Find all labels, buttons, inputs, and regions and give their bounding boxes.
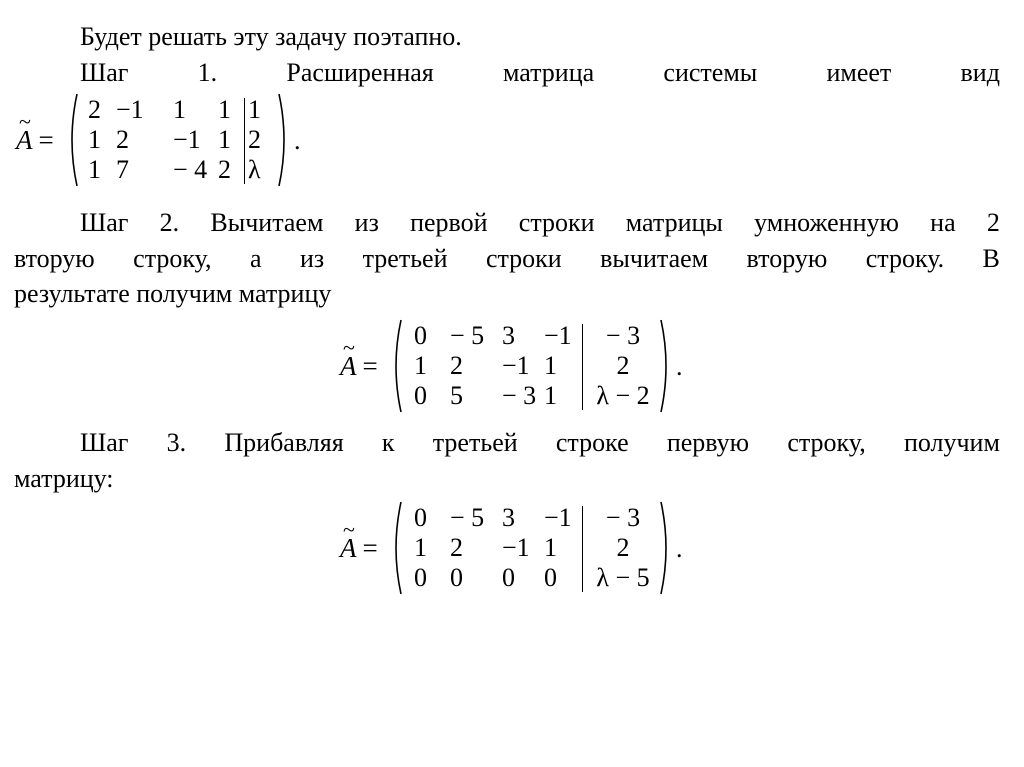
matrix-cell: 2 [616,533,630,562]
matrix-cell: − 5 [450,503,485,532]
matrix-cell: −1 [502,351,530,380]
word: первой [410,208,488,237]
matrix-cell: 1 [544,351,557,380]
matrix-cell: 0 [414,381,427,410]
matrix-cell: 2 [248,125,261,154]
matrix-cell: 2 [218,155,231,184]
step2-line1 [80,208,1000,238]
equals-sign: = [362,532,378,563]
matrix-cell: λ − 2 [596,381,650,410]
a-tilde-symbol: ~ A [340,351,357,382]
word: строку. [865,244,945,273]
word: вторую [14,244,95,273]
matrix-cell: − 4 [173,155,208,184]
augmented-divider [582,506,583,592]
matrix-cell: 2 [116,125,129,154]
word: строке [555,428,629,457]
augmented-divider [244,98,245,184]
word: из [299,244,325,273]
matrix-step1 [16,92,316,188]
matrix-cell: 1 [544,381,557,410]
word: строки [485,244,562,273]
word: вычитаем [600,244,709,273]
matrix-cell: λ − 5 [596,563,650,592]
matrix-cell: −1 [173,125,201,154]
word: умноженную [754,208,899,237]
word: В [982,244,1000,273]
word: 2 [986,208,1000,237]
word: матрицы [625,208,723,237]
matrix-cell: − 3 [605,503,641,532]
matrix-lhs [16,92,54,188]
step3-line1 [80,428,1000,458]
word: на [930,208,956,237]
word: вторую [746,244,828,273]
matrix-cell: − 3 [605,321,641,350]
word: Шаг [80,208,129,237]
word: получим [903,428,1000,457]
matrix-cell: 3 [502,321,515,350]
word: Расширенная [286,58,434,87]
word: матрица [502,58,595,87]
step2-line2 [14,244,1000,274]
word: Прибавляя [224,428,344,457]
step2-line3: результате получим матрицу [14,279,332,308]
matrix-cell: 0 [502,563,515,592]
matrix-step2 [340,318,700,414]
word: третьей [432,428,518,457]
word: третьей [362,244,448,273]
matrix-cell: 1 [248,95,261,124]
matrix-cell: 3 [502,503,515,532]
right-paren [658,318,672,414]
step1-heading [80,58,1000,88]
matrix-cell: − 3 [502,381,537,410]
matrix-end-period: . [676,352,683,381]
matrix-cell: 1 [414,351,427,380]
matrix-cell: 2 [450,533,463,562]
a-tilde-symbol: ~ A [340,533,357,564]
right-paren [276,92,290,188]
matrix-cell: 1 [218,95,231,124]
word: 1. [197,58,218,87]
matrix-lhs [340,500,378,596]
matrix-cell: 2 [450,351,463,380]
matrix-cell: −1 [544,503,572,532]
word: 3. [166,428,187,457]
word: Вычитаем [210,208,324,237]
matrix-cell: 2 [88,95,101,124]
equals-sign: = [362,350,378,381]
word: Шаг [80,58,129,87]
matrix-cell: 1 [88,155,101,184]
matrix-cell: 1 [173,95,186,124]
word: из [354,208,379,237]
matrix-cell: 0 [414,503,427,532]
word: вид [960,58,1000,87]
matrix-cell: λ [248,155,261,184]
word: имеет [826,58,892,87]
matrix-cell: 1 [88,125,101,154]
word: системы [663,58,758,87]
word: Шаг [80,428,129,457]
matrix-cell: −1 [544,321,572,350]
word: строки [518,208,595,237]
left-paren [390,500,404,596]
augmented-divider [582,324,583,410]
matrix-lhs [340,318,378,414]
matrix-cell: 5 [450,381,463,410]
word: а [250,244,262,273]
matrix-cell: 1 [218,125,231,154]
matrix-step3 [340,500,700,596]
matrix-cell: −1 [116,95,144,124]
matrix-cell: 0 [450,563,463,592]
matrix-end-period: . [294,126,301,155]
word: к [381,428,395,457]
step3-line2: матрицу: [14,464,114,493]
matrix-cell: 7 [116,155,129,184]
word: строку, [787,428,866,457]
matrix-cell: −1 [502,533,530,562]
left-paren [66,92,80,188]
matrix-cell: 0 [544,563,557,592]
matrix-cell: 1 [544,533,557,562]
matrix-cell: 0 [414,321,427,350]
left-paren [390,318,404,414]
equals-sign: = [38,124,54,155]
a-tilde-symbol: ~ A [16,125,33,156]
word: 2. [159,208,180,237]
matrix-cell: 1 [414,533,427,562]
matrix-cell: − 5 [450,321,485,350]
matrix-cell: 2 [616,351,630,380]
intro-text: Будет решать эту задачу поэтапно. [80,22,462,51]
word: строку, [133,244,212,273]
right-paren [658,500,672,596]
matrix-cell: 0 [414,563,427,592]
matrix-end-period: . [676,534,683,563]
word: первую [666,428,750,457]
